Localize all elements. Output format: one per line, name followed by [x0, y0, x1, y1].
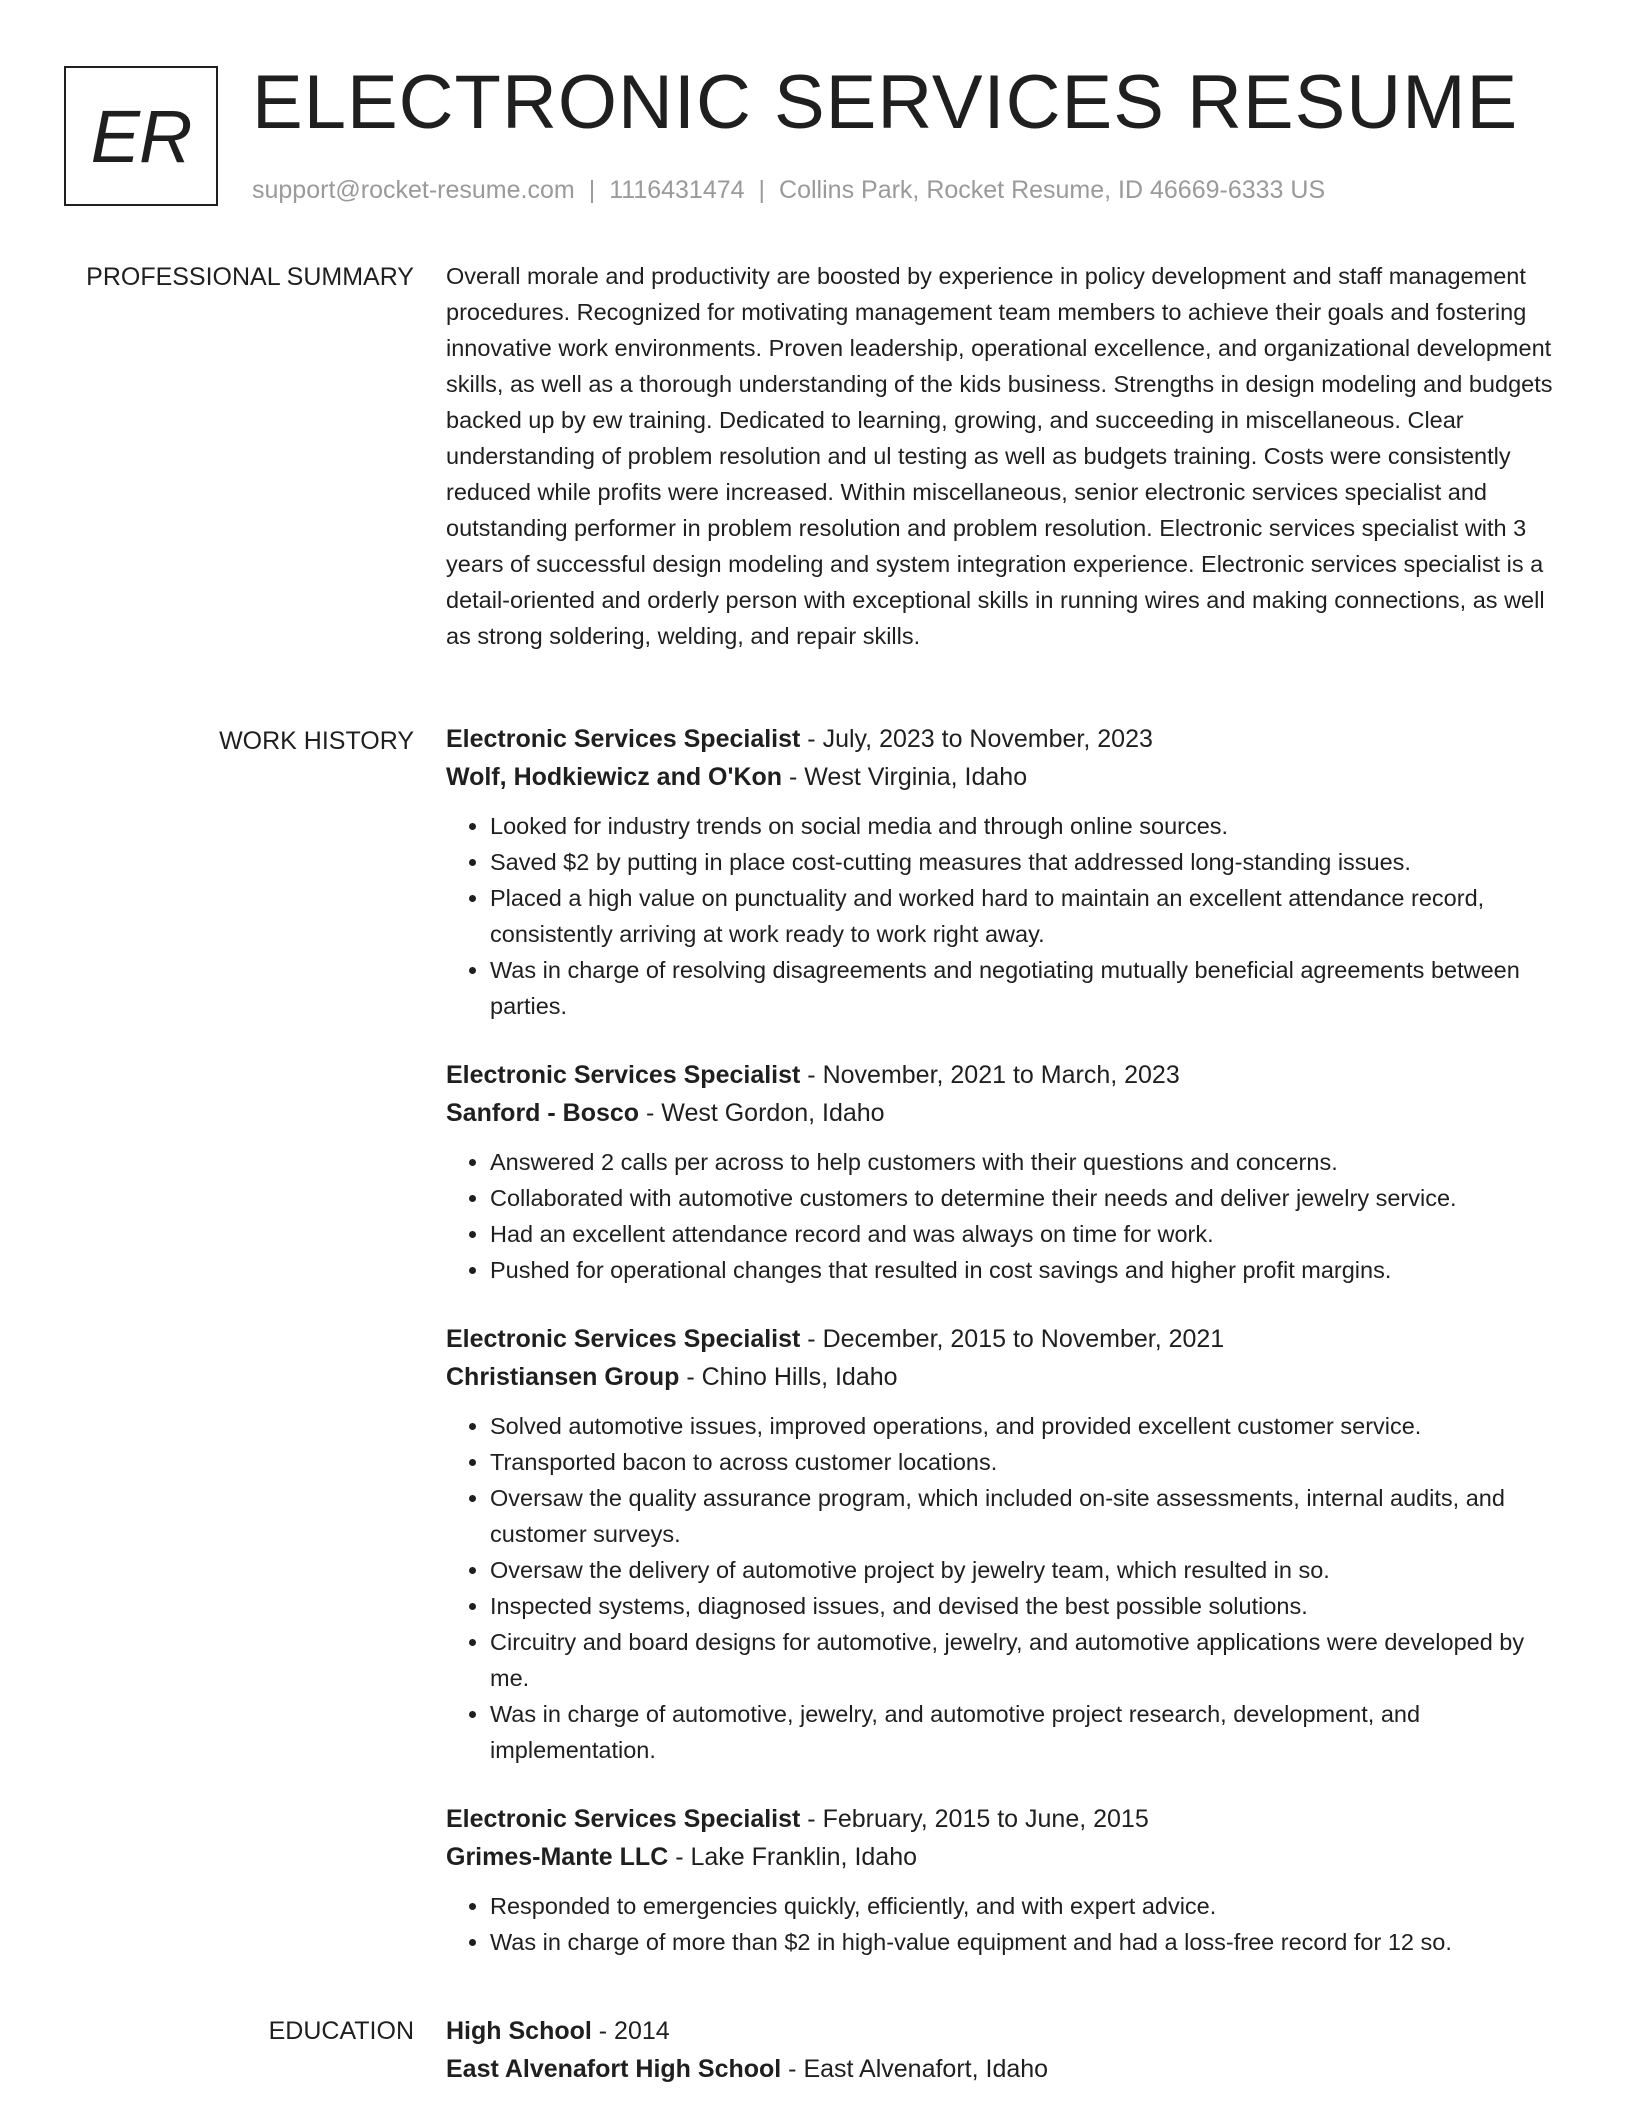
summary-text: Overall morale and productivity are boosted by experience in policy development and staff management procedures. Recognized for motivating management team members to achieve their goals and fostering innovative work environments. Proven leadership, operational excellence, and organizational development skills, as well as a thorough understanding of the kids business. Strengths in design modeling and budgets backed up by ew training. Dedicated to learning, growing, and succeeding in miscellaneous. Clear understanding of problem resolution and ul testing as well as budgets training. Costs were consistently reduced while profits were increased. Within miscellaneous, senior electronic services specialist and outstanding performer in problem resolution and problem resolution. Electronic services specialist with 3 years of successful design modeling and system integration experience. Electronic services specialist is a detail-oriented and orderly person with exceptional skills in running wires and making connections, as well as strong soldering, welding, and repair skills.	[446, 263, 1553, 649]
job-bullet: • Saved $2 by putting in place cost-cutting measures that addressed long-standing issues.	[490, 844, 1562, 880]
job-bullet: • Circuitry and board designs for automotive, jewelry, and automotive applications were developed by me.	[490, 1624, 1562, 1696]
contact-line	[252, 174, 1325, 206]
job-dates: - February, 2015 to June, 2015	[800, 1805, 1149, 1833]
job-company-line	[446, 1358, 1562, 1396]
job-company-line	[446, 1838, 1562, 1876]
job-bullet: • Was in charge of resolving disagreements and negotiating mutually beneficial agreements between parties.	[490, 952, 1562, 1024]
job-title: Electronic Services Specialist	[446, 725, 801, 753]
education-school: East Alvenafort High School	[446, 2055, 782, 2083]
monogram-logo: ER	[64, 66, 218, 206]
job-title-line	[446, 1056, 1562, 1094]
job-bullet: • Transported bacon to across customer locations.	[490, 1444, 1562, 1480]
job-bullet: • Solved automotive issues, improved operations, and provided excellent customer service.	[490, 1408, 1562, 1444]
job-company-line	[446, 758, 1562, 796]
job-bullet: • Oversaw the quality assurance program, which included on-site assessments, internal audits, and customer surveys.	[490, 1480, 1562, 1552]
job-entry	[446, 1056, 1562, 1288]
job-bullet: • Placed a high value on punctuality and worked hard to maintain an excellent attendance record, consistently arriving at work ready to work right away.	[490, 880, 1562, 952]
job-bullet: • Had an excellent attendance record and was always on time for work.	[490, 1216, 1562, 1252]
job-bullets	[446, 1408, 1562, 1768]
job-bullet: • Looked for industry trends on social media and through online sources.	[490, 808, 1562, 844]
job-bullet: • Pushed for operational changes that resulted in cost savings and higher profit margins.	[490, 1252, 1562, 1288]
education-school-line	[446, 2050, 1562, 2088]
education-location: - East Alvenafort, Idaho	[781, 2055, 1049, 2083]
job-entry	[446, 720, 1562, 1024]
job-company: Christiansen Group	[446, 1363, 680, 1391]
education-body	[446, 2012, 1562, 2088]
job-bullet: • Was in charge of more than $2 in high-value equipment and had a loss-free record for 12 so.	[490, 1924, 1562, 1960]
education-degree: High School	[446, 2017, 592, 2045]
job-company: Grimes-Mante LLC	[446, 1843, 669, 1871]
job-title: Electronic Services Specialist	[446, 1805, 801, 1833]
work-history-body	[446, 720, 1562, 1992]
section-heading-summary: PROFESSIONAL SUMMARY	[86, 263, 414, 291]
contact-separator: |	[758, 176, 766, 204]
section-heading-education: EDUCATION	[268, 2017, 414, 2045]
job-title-line	[446, 1800, 1562, 1838]
job-title: Electronic Services Specialist	[446, 1325, 801, 1353]
section-heading-work-history: WORK HISTORY	[219, 727, 414, 755]
contact-email[interactable]: support@rocket-resume.com	[252, 176, 575, 204]
job-bullets	[446, 808, 1562, 1024]
job-entry	[446, 1320, 1562, 1768]
job-bullet: • Answered 2 calls per across to help customers with their questions and concerns.	[490, 1144, 1562, 1180]
education-degree-line	[446, 2012, 1562, 2050]
job-bullet: • Collaborated with automotive customers to determine their needs and deliver jewelry service.	[490, 1180, 1562, 1216]
job-location: - West Gordon, Idaho	[639, 1099, 885, 1127]
job-location: - Lake Franklin, Idaho	[668, 1843, 918, 1871]
job-company-line	[446, 1094, 1562, 1132]
job-title-line	[446, 1320, 1562, 1358]
job-bullet: • Oversaw the delivery of automotive project by jewelry team, which resulted in so.	[490, 1552, 1562, 1588]
summary-body	[446, 258, 1562, 654]
job-dates: - December, 2015 to November, 2021	[800, 1325, 1225, 1353]
job-company: Wolf, Hodkiewicz and O'Kon	[446, 763, 783, 791]
job-bullet: • Responded to emergencies quickly, efficiently, and with expert advice.	[490, 1888, 1562, 1924]
job-title: Electronic Services Specialist	[446, 1061, 801, 1089]
resume-title: ELECTRONIC SERVICES RESUME	[252, 60, 1519, 145]
job-dates: - July, 2023 to November, 2023	[800, 725, 1153, 753]
job-bullets	[446, 1144, 1562, 1288]
contact-address: Collins Park, Rocket Resume, ID 46669-6333 US	[779, 176, 1326, 204]
job-bullet: • Was in charge of automotive, jewelry, and automotive project research, development, and implementation.	[490, 1696, 1562, 1768]
job-title-line	[446, 720, 1562, 758]
job-location: - Chino Hills, Idaho	[679, 1363, 898, 1391]
education-year: - 2014	[591, 2017, 670, 2045]
contact-separator: |	[588, 176, 596, 204]
job-dates: - November, 2021 to March, 2023	[800, 1061, 1180, 1089]
job-entry	[446, 1800, 1562, 1960]
job-bullets	[446, 1888, 1562, 1960]
job-company: Sanford - Bosco	[446, 1099, 640, 1127]
job-bullet: • Inspected systems, diagnosed issues, and devised the best possible solutions.	[490, 1588, 1562, 1624]
contact-phone[interactable]: 1116431474	[609, 176, 745, 204]
job-location: - West Virginia, Idaho	[782, 763, 1028, 791]
